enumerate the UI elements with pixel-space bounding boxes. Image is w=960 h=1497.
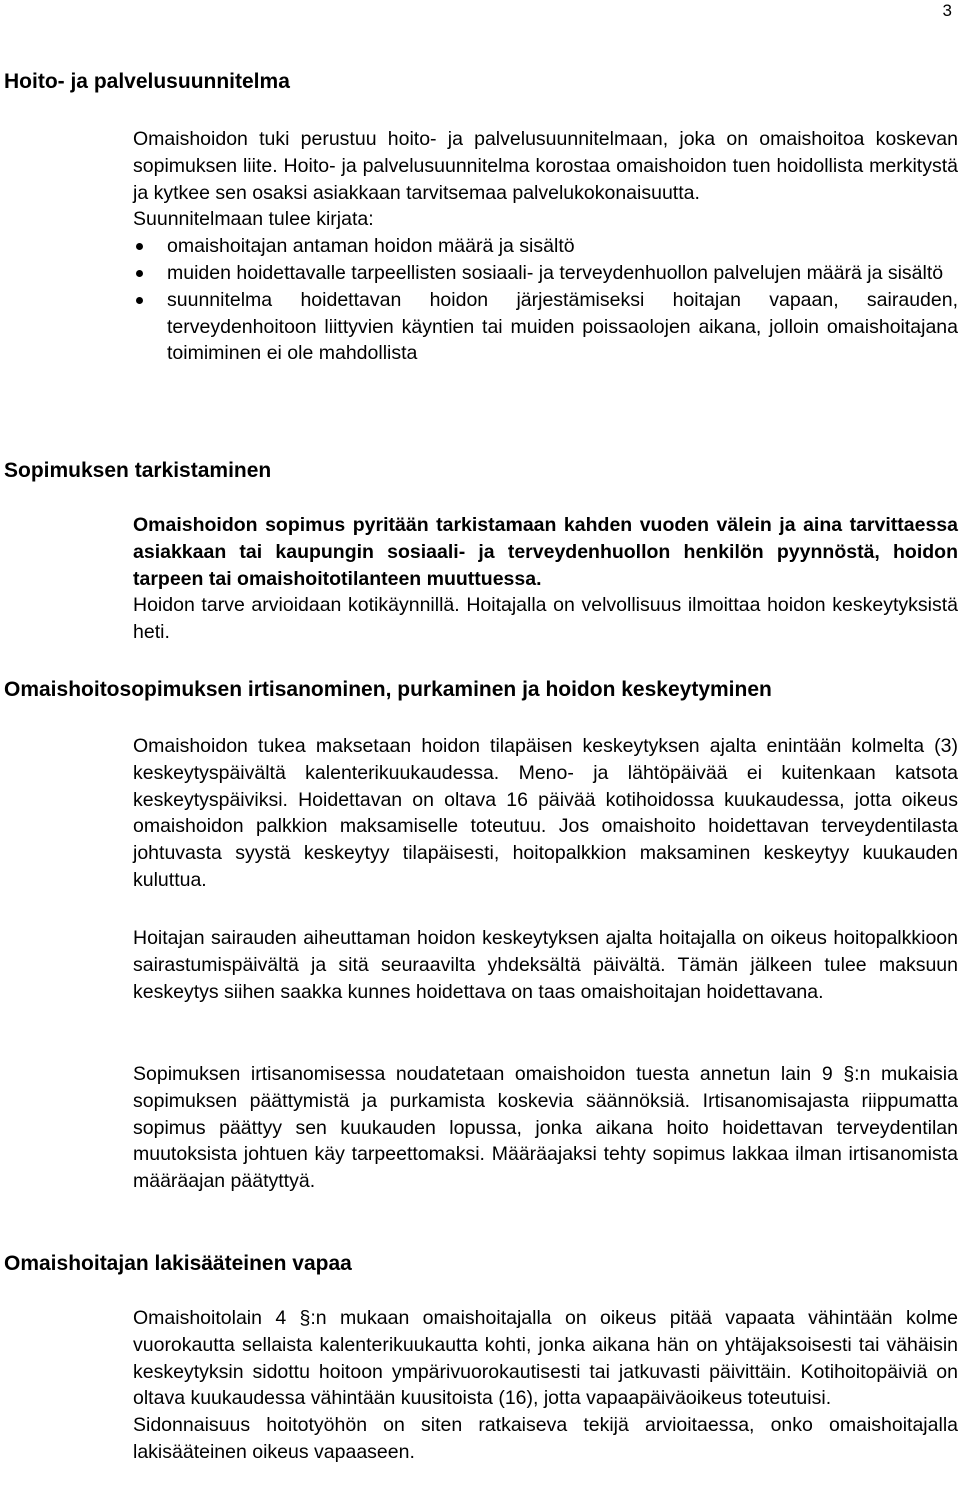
- section-body-statutory-leave: [133, 1305, 958, 1466]
- section-body-agreement-review: [133, 512, 958, 646]
- section-heading-care-plan: Hoito- ja palvelusuunnitelma: [4, 70, 290, 93]
- section-heading-termination: Omaishoitosopimuksen irtisanominen, purkaminen ja hoidon keskeytyminen: [4, 678, 772, 701]
- paragraph: Hoidon tarve arvioidaan kotikäynnillä. Hoitajalla on velvollisuus ilmoittaa hoidon keskeytyksistä heti.: [133, 594, 958, 644]
- paragraph: Sopimuksen irtisanomisessa noudatetaan omaishoidon tuesta annetun lain 9 §:n mukaisia sopimuksen päättymistä ja purkamista koskevia säännöksiä. Irtisanomisajasta riippumatta sopimus päättyy sen kuukauden lopussa, jonka aikana hoito hoidettavan terveydentilan muutoksista johtuen käy tarpeettomaksi. Määräajaksi tehty sopimus lakkaa ilman irtisanomista määräajan päätyttyä.: [133, 1063, 958, 1193]
- list-item: [133, 287, 958, 367]
- section-body-termination: [133, 1061, 958, 1195]
- paragraph: Omaishoidon tuki perustuu hoito- ja palvelusuunnitelmaan, joka on omaishoitoa koskevan sopimuksen liite. Hoito- ja palvelusuunnitelma korostaa omaishoidon tuen hoidollista merkitystä ja kytkee sen osaksi asiakkaan tarvitsemaa palvelukokonaisuutta.: [133, 128, 958, 204]
- section-heading-statutory-leave: Omaishoitajan lakisääteinen vapaa: [4, 1252, 352, 1275]
- list-item: [133, 260, 958, 287]
- bullet-icon: [136, 243, 143, 250]
- section-body-termination: [133, 733, 958, 894]
- list-item: [133, 233, 958, 260]
- list-item-text: suunnitelma hoidettavan hoidon järjestämiseksi hoitajan vapaan, sairauden, terveydenhoitoon liittyvien käyntien tai muiden poissaolojen aikana, jolloin omaishoitajana toimiminen ei ole mahdollista: [167, 288, 958, 365]
- list-intro: Suunnitelmaan tulee kirjata:: [133, 208, 374, 231]
- bullet-icon: [136, 297, 143, 304]
- bullet-icon: [136, 270, 143, 277]
- bullet-list: [133, 233, 958, 367]
- paragraph: Hoitajan sairauden aiheuttaman hoidon keskeytyksen ajalta hoitajalla on oikeus hoitopalkkioon sairastumispäivältä ja sitä seuraavilta yhdeksältä päivältä. Tämän jälkeen tulee maksuun keskeytys siihen saakka kunnes hoidettava on taas omaishoitajan hoidettavana.: [133, 927, 958, 1003]
- bold-paragraph: Omaishoidon sopimus pyritään tarkistamaan kahden vuoden välein ja aina tarvittaessa asiakkaan tai kaupungin sosiaali- ja terveydenhuollon henkilön pyynnöstä, hoidon tarpeen tai omaishoitotilanteen muuttuessa.: [133, 514, 958, 590]
- list-item-text: muiden hoidettavalle tarpeellisten sosiaali- ja terveydenhuollon palvelujen määrä ja sisältö: [167, 261, 944, 284]
- paragraph: Sidonnaisuus hoitotyöhön on siten ratkaiseva tekijä arvioitaessa, onko omaishoitajalla lakisääteinen oikeus vapaaseen.: [133, 1414, 958, 1463]
- list-item-text: omaishoitajan antaman hoidon määrä ja sisältö: [167, 235, 575, 258]
- section-heading-agreement-review: Sopimuksen tarkistaminen: [4, 459, 272, 482]
- section-body-care-plan: [133, 126, 958, 367]
- paragraph: Omaishoidon tukea maksetaan hoidon tilapäisen keskeytyksen ajalta enintään kolmelta (3) keskeytyspäivältä kalenterikuukaudessa. Meno- ja lähtöpäivää ei kuitenkaan katsota keskeytyspäiviksi. Hoidettavan on oltava 16 päivää kotihoidossa kuukaudessa, jotta oikeus omaishoidon palkkion maksamiselle toteutuu. Jos omaishoito hoidettavan terveydentilasta johtuvasta syystä keskeytyy tilapäisesti, hoitopalkkion maksaminen keskeytyy kuukauden kuluttua.: [133, 735, 958, 891]
- page-number: 3: [942, 1, 952, 20]
- section-body-termination: [133, 925, 958, 1005]
- paragraph: Omaishoitolain 4 §:n mukaan omaishoitajalla on oikeus pitää vapaata vähintään kolme vuorokautta sellaista kalenterikuukautta kohti, jonka aikana hän on yhtäjaksoisesti tai vähäisin keskeytyksin sidottu hoitoon ympärivuorokautisesti tai jatkuvasti päivittäin. Kotihoitopäiviä on oltava kuukaudessa vähintään kuusitoista (16), jotta vapaapäiväoikeus toteutuisi.: [133, 1307, 958, 1410]
